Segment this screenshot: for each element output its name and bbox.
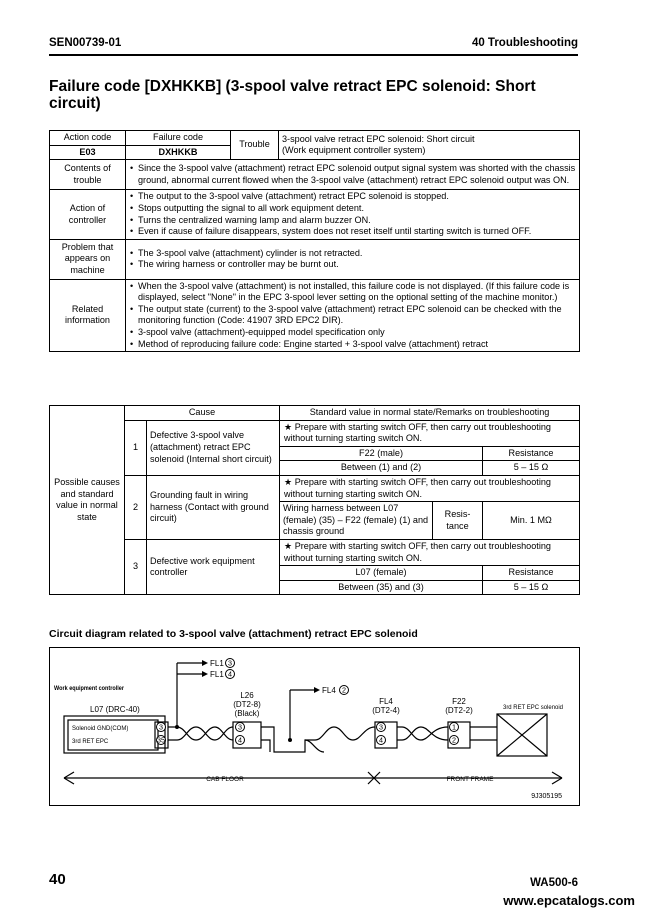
- failure-code-value: DXHKKB: [126, 145, 231, 160]
- signal-epc: 3rd RET EPC: [72, 739, 109, 745]
- circuit-caption: Circuit diagram related to 3-spool valve (attachment) retract EPC solenoid: [49, 628, 418, 640]
- f22-pin-2: 2: [452, 735, 456, 745]
- problem-item-1: • The 3-spool valve (attachment) cylinder is not retracted.: [129, 248, 576, 260]
- connector-header: F22 (male): [280, 446, 483, 461]
- fl4-pin-4: 4: [379, 735, 383, 745]
- connector-header: L07 (female): [280, 566, 483, 581]
- trouble-line-2: (Work equipment controller system): [282, 145, 426, 156]
- section-title: 40 Troubleshooting: [471, 37, 578, 49]
- row-related: [126, 279, 580, 352]
- row-action: [126, 190, 580, 239]
- fl4-type: (DT2-4): [372, 706, 400, 715]
- cause-text: Grounding fault in wiring harness (Contact with ground circuit): [147, 475, 280, 539]
- circuit-diagram: [49, 647, 580, 806]
- row-problem: [126, 239, 580, 279]
- cause-text: Defective 3-spool valve (attachment) retract EPC solenoid (Internal short circuit): [147, 420, 280, 475]
- cause-number: 3: [125, 539, 147, 594]
- action-code-label: Action code: [50, 131, 126, 146]
- l26-pin-4: 4: [238, 735, 242, 745]
- fl4-connector-label: FL4: [379, 697, 393, 706]
- measure-point: Wiring harness between L07 (female) (35) – F22 (female) (1) and chassis ground: [280, 502, 433, 540]
- trouble-line-1: 3-spool valve retract EPC solenoid: Short circuit: [282, 133, 475, 144]
- row-contents: [126, 160, 580, 190]
- cause-number: 2: [125, 475, 147, 539]
- fl4-pin-3: 3: [379, 722, 383, 732]
- f22-pin-1: 1: [452, 722, 456, 732]
- action-item-2: • Stops outputting the signal to all work equipment detent.: [129, 203, 576, 215]
- signal-gnd: Solenoid GND(COM): [72, 726, 129, 732]
- resistance-value: 5 – 15 Ω: [483, 580, 580, 595]
- resistance-header: Resistance: [483, 446, 580, 461]
- problem-item-2: • The wiring harness or controller may be burnt out.: [129, 259, 576, 271]
- action-item-1: • The output to the 3-spool valve (attachment) retract EPC solenoid is stopped.: [129, 191, 576, 203]
- trouble-label: Trouble: [231, 131, 279, 160]
- cause-note: ★ Prepare with starting switch OFF, then carry out troubleshooting without turning starting switch ON.: [280, 420, 580, 446]
- trouble-description: [279, 131, 580, 160]
- header-rule: [49, 54, 578, 56]
- l26-label: L26: [240, 691, 254, 700]
- failure-code-label: Failure code: [126, 131, 231, 146]
- fl1-label-a: FL1: [210, 659, 224, 668]
- measure-point: Between (1) and (2): [280, 461, 483, 476]
- l26-type: (DT2-8): [233, 700, 261, 709]
- standard-header: Standard value in normal state/Remarks on troubleshooting: [280, 406, 580, 421]
- zone-cab-floor: CAB FLOOR: [206, 776, 244, 783]
- row-label-action: Action of controller: [50, 190, 126, 239]
- page-title: Failure code [DXHKKB] (3-spool valve retract EPC solenoid: Short circuit): [49, 78, 536, 112]
- cause-note: ★ Prepare with starting switch OFF, then carry out troubleshooting without turning starting switch ON.: [280, 475, 580, 501]
- action-item-4: • Even if cause of failure disappears, system does not reset itself until starting switch is turned OFF.: [129, 226, 576, 238]
- solenoid-label: 3rd RET EPC solenoid: [503, 704, 564, 711]
- failure-info-table: [49, 130, 580, 352]
- cause-header: Cause: [125, 406, 280, 421]
- cause-number: 1: [125, 420, 147, 475]
- circuit-svg: [50, 648, 579, 805]
- zone-front-frame: FRONT FRAME: [446, 776, 494, 783]
- resistance-value: 5 – 15 Ω: [483, 461, 580, 476]
- figure-id: 9J305195: [531, 793, 562, 800]
- row-label-related: Related information: [50, 279, 126, 352]
- related-item-2: • The output state (current) to the 3-spool valve (attachment) retract EPC solenoid can be checked with the monitoring function (Code: 41907 3RD EPC2 DIR).: [129, 304, 576, 327]
- watermark-url: www.epcatalogs.com: [503, 893, 635, 908]
- fl1-pin-b: 4: [228, 669, 232, 679]
- doc-code: SEN00739-01: [49, 37, 122, 49]
- resistance-header: Resistance: [483, 566, 580, 581]
- row-label-contents: Contents of trouble: [50, 160, 126, 190]
- contents-item-1: • Since the 3-spool valve (attachment) retract EPC solenoid output signal system was shorted with the chassis ground, abnormal current flowed when the 3-spool valve (attachment) retract EPC solenoid output was ON.: [129, 163, 576, 186]
- cause-note: ★ Prepare with starting switch OFF, then carry out troubleshooting without turning starting switch ON.: [280, 539, 580, 565]
- possible-causes-label: Possible causes and standard value in normal state: [50, 406, 125, 595]
- f22-label: F22: [452, 697, 466, 706]
- model-number: WA500-6: [530, 877, 578, 889]
- f22-type: (DT2-2): [445, 706, 473, 715]
- related-item-3: • 3-spool valve (attachment)-equipped model specification only: [129, 327, 576, 339]
- related-item-1: • When the 3-spool valve (attachment) is not installed, this failure code is not displayed. (If this failure code is displayed, select "None" in the EPC 3-spool lever setting on the optional setting of the machine monitor.): [129, 281, 576, 304]
- l07-label: L07 (DRC-40): [90, 705, 140, 714]
- l07-pin-a: 3: [159, 722, 163, 732]
- fl4-top-label: FL4: [322, 686, 336, 695]
- action-item-3: • Turns the centralized warning lamp and alarm buzzer ON.: [129, 215, 576, 227]
- controller-title: Work equipment controller: [54, 685, 125, 692]
- cause-text: Defective work equipment controller: [147, 539, 280, 594]
- fl4-pin: 2: [342, 685, 346, 695]
- related-item-4: • Method of reproducing failure code: Engine started + 3-spool valve (attachment) retract: [129, 339, 576, 351]
- fl1-label-b: FL1: [210, 670, 224, 679]
- l07-pin-b: 35: [157, 735, 165, 745]
- cause-table: [49, 405, 580, 595]
- resistance-value: Min. 1 MΩ: [483, 502, 580, 540]
- l26-color: (Black): [234, 709, 260, 718]
- resistance-label: Resis-tance: [433, 502, 483, 540]
- row-label-problem: Problem that appears on machine: [50, 239, 126, 279]
- fl1-pin-a: 3: [228, 658, 232, 668]
- measure-point: Between (35) and (3): [280, 580, 483, 595]
- l26-pin-3: 3: [238, 722, 242, 732]
- page-number: 40: [49, 871, 66, 888]
- action-code-value: E03: [50, 145, 126, 160]
